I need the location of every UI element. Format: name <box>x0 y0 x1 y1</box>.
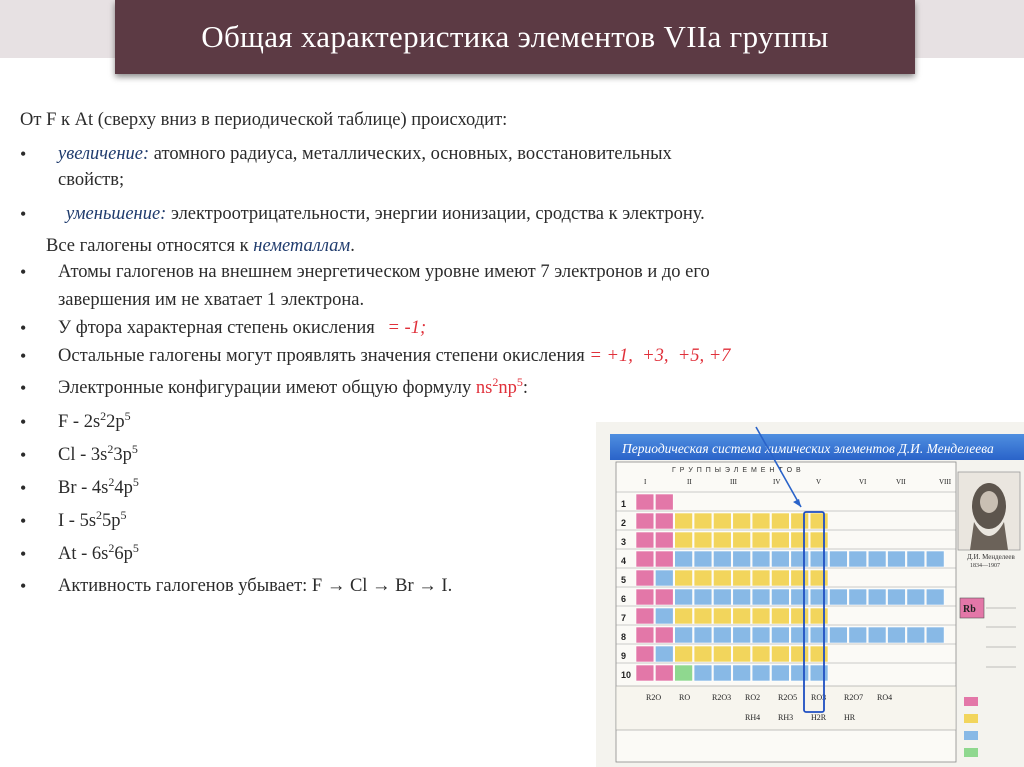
increase-text: атомного радиуса, металлических, основных, восстановительных <box>153 144 672 164</box>
config-s-count: 2 <box>100 409 107 423</box>
element-cell <box>771 551 789 567</box>
config-s-count: 2 <box>108 475 115 489</box>
element-cell <box>752 551 770 567</box>
group-number: V <box>816 478 822 486</box>
oxide-formula: R2O3 <box>712 693 732 702</box>
element-cell <box>752 646 770 662</box>
element-cell <box>675 627 693 643</box>
row-number: 4 <box>621 556 627 566</box>
element-cell <box>636 513 654 529</box>
element-cell <box>830 627 848 643</box>
element-cell <box>733 608 751 624</box>
element-cell <box>791 513 809 529</box>
element-cell <box>888 627 906 643</box>
groups-label: Г Р У П П Ы Э Л Е М Е Н Т О В <box>672 467 802 474</box>
element-cell <box>849 627 867 643</box>
bullet: • <box>20 412 27 432</box>
element-cell <box>907 627 925 643</box>
element-cell <box>926 551 944 567</box>
element-cell <box>694 646 712 662</box>
bullet: • <box>20 346 27 366</box>
element-cell <box>694 513 712 529</box>
element-cell <box>849 551 867 567</box>
element-cell <box>694 627 712 643</box>
element-cell <box>868 551 886 567</box>
fluorine-line <box>58 318 426 339</box>
element-cell <box>771 589 789 605</box>
periodic-table-image <box>596 422 1024 767</box>
element-cell <box>694 532 712 548</box>
term-decrease: уменьшение: <box>66 204 167 224</box>
config-item <box>58 475 139 499</box>
fluorine-text: У фтора характерная степень окисления <box>58 318 375 338</box>
element-cell <box>713 608 731 624</box>
config-p-count: 5 <box>131 442 138 456</box>
row-number: 5 <box>621 575 627 585</box>
config-base: F - 2s <box>58 412 101 432</box>
config-s-count: 2 <box>107 442 114 456</box>
others-value: = +1, +3, +5, +7 <box>589 346 731 366</box>
element-cell <box>926 589 944 605</box>
bullet: • <box>20 378 27 398</box>
element-cell <box>655 608 673 624</box>
element-cell <box>636 570 654 586</box>
group-number: VIII <box>939 478 952 486</box>
element-cell <box>810 608 828 624</box>
element-cell <box>791 665 809 681</box>
element-cell <box>771 627 789 643</box>
element-cell <box>907 551 925 567</box>
element-cell <box>830 589 848 605</box>
group-number: VI <box>859 478 867 486</box>
config-p: 3p <box>113 445 132 465</box>
row-number: 9 <box>621 651 627 661</box>
decrease-text: электроотрицательности, энергии ионизации, сродства к электрону. <box>170 204 705 224</box>
element-cell <box>675 608 693 624</box>
oxide-formula: RO <box>679 693 691 702</box>
hydride-formula: RH4 <box>745 713 761 722</box>
element-cell <box>655 551 673 567</box>
bullet: • <box>20 544 27 564</box>
element-cell <box>849 589 867 605</box>
config-p-count: 5 <box>132 475 139 489</box>
config-item <box>58 409 131 433</box>
element-cell <box>888 551 906 567</box>
row-number: 2 <box>621 518 627 528</box>
oxide-formula: R2O <box>646 693 662 702</box>
element-cell <box>791 570 809 586</box>
table-header-text: Периодическая система химических элементов Д.И. Менделеева <box>622 441 994 456</box>
row-number: 7 <box>621 613 627 623</box>
element-cell <box>713 627 731 643</box>
table-grid <box>616 462 956 762</box>
element-cell <box>675 532 693 548</box>
intro-text: От F к At (сверху вниз в периодической таблице) происходит: <box>20 110 508 130</box>
config-s-count: 2 <box>108 541 115 555</box>
bullet: • <box>20 511 27 531</box>
element-cell <box>694 608 712 624</box>
element-cell <box>713 513 731 529</box>
oxide-formula: R2O7 <box>844 693 864 702</box>
oxide-formula: RO3 <box>811 693 827 702</box>
element-cell <box>810 570 828 586</box>
element-cell <box>713 570 731 586</box>
config-base: I - 5s <box>58 511 97 531</box>
element-cell <box>713 589 731 605</box>
element-cell <box>655 665 673 681</box>
element-cell <box>810 589 828 605</box>
config-base: Cl - 3s <box>58 445 108 465</box>
config-base: Br - 4s <box>58 478 109 498</box>
element-cell <box>636 646 654 662</box>
element-cell <box>713 646 731 662</box>
hydride-formula: RH3 <box>778 713 794 722</box>
config-s-count: 2 <box>96 508 103 522</box>
element-cell <box>655 589 673 605</box>
hydride-formula: HR <box>844 713 856 722</box>
element-cell <box>675 570 693 586</box>
hydride-formula: H2R <box>811 713 827 722</box>
element-cell <box>810 665 828 681</box>
element-cell <box>636 494 654 510</box>
element-cell <box>810 551 828 567</box>
element-cell <box>655 570 673 586</box>
element-cell <box>733 532 751 548</box>
element-cell <box>713 532 731 548</box>
element-cell <box>733 665 751 681</box>
element-cell <box>655 627 673 643</box>
bullet: • <box>20 318 27 338</box>
element-cell <box>655 513 673 529</box>
element-cell <box>675 551 693 567</box>
element-cell <box>636 665 654 681</box>
element-cell <box>810 627 828 643</box>
electrons-line-1: Атомы галогенов на внешнем энергетическом уровне имеют 7 электронов и до его <box>58 262 710 282</box>
element-cell <box>636 551 654 567</box>
fluorine-value: = -1; <box>387 318 427 338</box>
element-cell <box>791 532 809 548</box>
config-line: Электронные конфигурации имеют общую формулу $ns^2np^5$: <box>58 375 529 398</box>
others-text: Остальные галогены могут проявлять значения степени окисления <box>58 346 585 366</box>
config-p-count: 5 <box>120 508 127 522</box>
element-cell <box>752 513 770 529</box>
element-cell <box>675 589 693 605</box>
element-cell <box>752 589 770 605</box>
bullet: • <box>20 262 27 282</box>
portrait <box>958 472 1020 569</box>
element-cell <box>926 627 944 643</box>
element-cell <box>655 532 673 548</box>
halogens-line <box>46 236 355 257</box>
element-cell <box>733 570 751 586</box>
element-cell <box>752 608 770 624</box>
element-cell <box>733 646 751 662</box>
config-item <box>58 508 127 532</box>
group-number: VII <box>896 478 906 486</box>
term-nonmetals: неметаллам <box>253 236 351 256</box>
group-number: IV <box>773 478 781 486</box>
element-cell <box>655 494 673 510</box>
config-p-count: 5 <box>124 409 131 423</box>
row-number: 6 <box>621 594 627 604</box>
bullet: • <box>20 478 27 498</box>
increase-text-cont: свойств; <box>58 170 125 190</box>
element-cell <box>713 665 731 681</box>
electrons-line-2: завершения им не хватает 1 электрона. <box>58 290 365 310</box>
element-cell <box>771 608 789 624</box>
group-number: III <box>730 478 737 486</box>
group-number: I <box>644 478 647 486</box>
element-cell <box>830 551 848 567</box>
element-cell <box>791 551 809 567</box>
element-cell <box>771 513 789 529</box>
element-cell <box>733 589 751 605</box>
element-cell <box>733 627 751 643</box>
portrait-caption: Д.И. Менделеев <box>967 553 1015 561</box>
element-cell <box>733 551 751 567</box>
element-cell <box>868 589 886 605</box>
element-cell <box>868 627 886 643</box>
element-cell <box>771 570 789 586</box>
row-number: 10 <box>621 670 632 680</box>
list-item-increase <box>58 144 672 165</box>
row-number: 1 <box>621 499 627 509</box>
element-cell <box>810 532 828 548</box>
config-p: 5p <box>102 511 121 531</box>
sample-element: Rb <box>963 604 976 615</box>
config-text: Электронные конфигурации имеют общую формулу <box>58 378 472 398</box>
config-p: 4p <box>114 478 133 498</box>
config-p: 6p <box>114 544 133 564</box>
config-formula: $ns^2np^5$ <box>475 375 523 398</box>
config-p: 2p <box>106 412 125 432</box>
element-cell <box>675 646 693 662</box>
halogens-post: . <box>350 236 355 256</box>
element-cell <box>810 513 828 529</box>
config-item <box>58 442 138 466</box>
element-cell <box>791 589 809 605</box>
list-item-decrease <box>66 204 705 225</box>
config-base: At - 6s <box>58 544 109 564</box>
element-cell <box>636 627 654 643</box>
bullet: • <box>20 204 27 224</box>
element-cell <box>791 627 809 643</box>
element-cell <box>810 646 828 662</box>
group-number: II <box>687 478 692 486</box>
row-number: 8 <box>621 632 627 642</box>
element-cell <box>771 532 789 548</box>
config-p-count: 5 <box>132 541 139 555</box>
periodic-table-graphic <box>596 422 1024 767</box>
element-cell <box>771 646 789 662</box>
element-cell <box>791 646 809 662</box>
element-cell <box>675 513 693 529</box>
element-cell <box>752 532 770 548</box>
bullet: • <box>20 144 27 164</box>
element-cell <box>694 551 712 567</box>
element-cell <box>771 665 789 681</box>
element-cell <box>907 589 925 605</box>
element-cell <box>675 665 693 681</box>
term-increase: увеличение: <box>58 144 150 164</box>
bullet: • <box>20 576 27 596</box>
element-cell <box>791 608 809 624</box>
element-cell <box>752 665 770 681</box>
element-cell <box>636 532 654 548</box>
element-cell <box>694 570 712 586</box>
element-cell <box>694 589 712 605</box>
halogens-pre: Все галогены относятся к <box>46 236 249 256</box>
element-cell <box>694 665 712 681</box>
element-cell <box>752 570 770 586</box>
element-cell <box>636 589 654 605</box>
element-cell <box>888 589 906 605</box>
oxide-formula: R2O5 <box>778 693 798 702</box>
config-item <box>58 541 139 565</box>
bullet: • <box>20 445 27 465</box>
element-cell <box>655 646 673 662</box>
element-cell <box>636 608 654 624</box>
page-title: Общая характеристика элементов VIIa группы <box>201 19 829 54</box>
oxide-formula: RO2 <box>745 693 761 702</box>
others-line <box>58 346 730 367</box>
element-cell <box>752 627 770 643</box>
portrait-years: 1834—1907 <box>970 563 1000 569</box>
element-cell <box>733 513 751 529</box>
row-number: 3 <box>621 537 627 547</box>
activity-line: Активность галогенов убывает: F → Cl → Br → I. <box>58 576 453 596</box>
element-cell <box>713 551 731 567</box>
oxide-formula: RO4 <box>877 693 893 702</box>
